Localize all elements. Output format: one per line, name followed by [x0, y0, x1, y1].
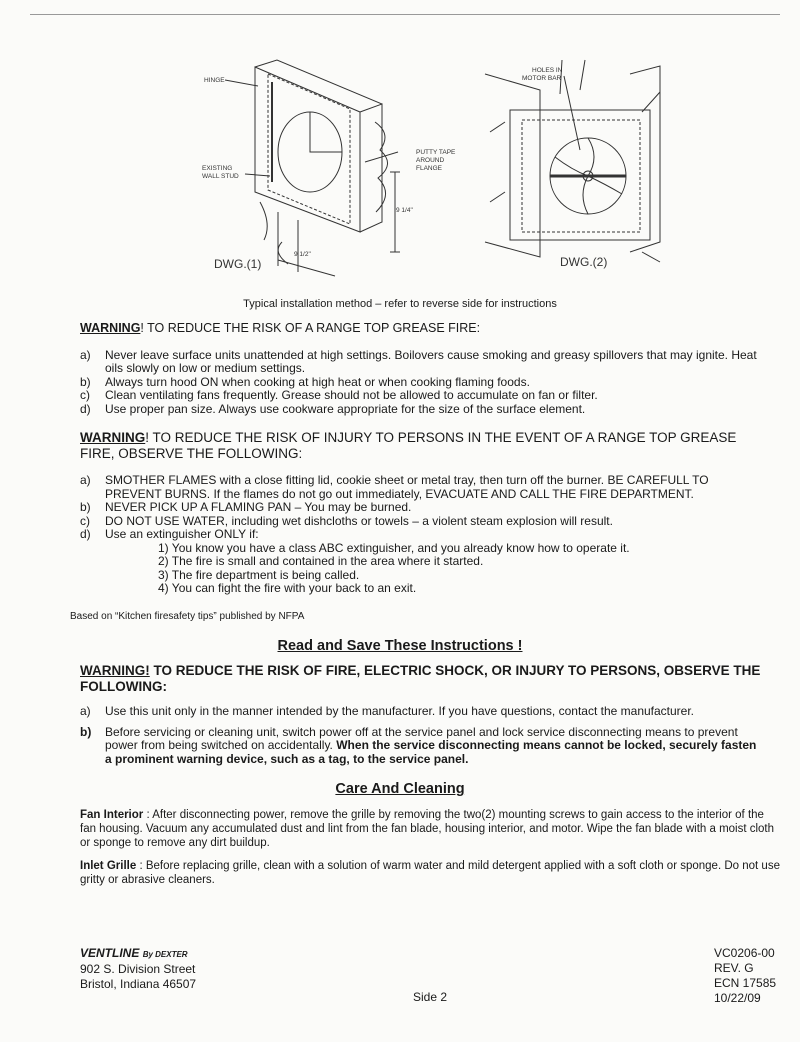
list-item: d) Use proper pan size. Always use cookware appropriate for the size of the surface element.	[80, 401, 586, 416]
document-codes	[714, 946, 776, 1006]
extinguisher-condition: 1) You know you have a class ABC extinguisher, and you already know how to operate it.	[158, 540, 630, 555]
label-putty-tape: PUTTY TAPE	[416, 149, 456, 156]
label-motor-bar: MOTOR BAR	[522, 75, 562, 82]
list-item: b) Before servicing or cleaning unit, switch power off at the service panel and lock service disconnecting means to prevent power from being switched on accidentally. When the service disconnecting means cannot be locked, securely fasten a prominent warning device, such as a tag, to the service panel.	[80, 724, 757, 766]
drawings-svg	[160, 52, 680, 282]
drawing-2	[485, 60, 660, 262]
top-rule	[30, 14, 780, 15]
brand-by: By DEXTER	[142, 950, 188, 959]
list-item: a) SMOTHER FLAMES with a close fitting lid, cookie sheet or metal tray, then turn off the burner. BE CAREFULL TO PREVENT BURNS. If the flames do not go out immediately, EVACUATE AND CALL THE FIRE DEPARTMENT.	[80, 473, 709, 501]
extinguisher-condition: 2) The fire is small and contained in the area where it started.	[158, 554, 484, 568]
inlet-grille-paragraph: Inlet Grille : Before replacing grille, clean with a solution of warm water and mild detergent applied with a soft cloth or sponge. Do not use gritty or abrasive cleaners.	[80, 860, 780, 886]
address-street: 902 S. Division Street	[80, 962, 196, 976]
page-side-label: Side 2	[413, 990, 448, 1004]
warning-2-heading: WARNING! TO REDUCE THE RISK OF INJURY TO PERSONS IN THE EVENT OF A RANGE TOP GREASE FIRE, OBSERVE THE FOLLOWING:	[80, 430, 737, 461]
list-item: c) Clean ventilating fans frequently. Grease should not be allowed to accumulate on fan or filter.	[80, 388, 598, 402]
warning-2-list	[80, 474, 765, 542]
read-save-title: Read and Save These Instructions !	[277, 638, 523, 654]
warning-3-list	[80, 705, 765, 766]
drawing-1	[225, 60, 400, 276]
doc-date: 10/22/09	[714, 991, 761, 1005]
dim-height: 9 1/4"	[396, 207, 413, 214]
doc-ecn: ECN 17585	[714, 976, 777, 990]
list-item: b) NEVER PICK UP A FLAMING PAN – You may be burned.	[80, 500, 412, 514]
warning-injury	[80, 430, 765, 596]
care-cleaning-title: Care And Cleaning	[335, 781, 465, 797]
warning-fire-shock	[80, 663, 765, 766]
nfpa-note: Based on “Kitchen firesafety tips” published by NFPA	[70, 611, 305, 622]
warning-grease-fire	[80, 322, 765, 416]
company-address	[80, 946, 196, 992]
label-existing: EXISTING	[202, 165, 233, 172]
list-item: c) DO NOT USE WATER, including wet dishcloths or towels – a violent steam explosion will result.	[80, 513, 613, 528]
dwg-1-label: DWG.(1)	[214, 257, 262, 271]
brand-name: VENTLINE	[80, 946, 140, 960]
label-hinge: HINGE	[204, 77, 225, 84]
doc-code: VC0206-00	[714, 946, 775, 960]
address-city: Bristol, Indiana 46507	[80, 977, 197, 991]
list-item: a) Use this unit only in the manner intended by the manufacturer. If you have questions, contact the manufacturer.	[80, 704, 695, 718]
label-holes-in: HOLES IN	[532, 67, 563, 74]
drawing-caption: Typical installation method – refer to reverse side for instructions	[243, 298, 557, 310]
dwg-2-label: DWG.(2)	[560, 255, 608, 269]
extinguisher-condition: 4) You can fight the fire with your back to an exit.	[158, 581, 417, 595]
warning-3-heading: WARNING! TO REDUCE THE RISK OF FIRE, ELECTRIC SHOCK, OR INJURY TO PERSONS, OBSERVE THE FOLLOWING:	[80, 663, 761, 694]
list-item: a) Never leave surface units unattended at high settings. Boilovers cause smoking and greasy spillovers that may ignite. Heat oils slowly on low or medium settings.	[80, 347, 757, 375]
dim-width: 9 1/2"	[294, 251, 311, 258]
fan-interior-paragraph: Fan Interior : After disconnecting power, remove the grille by removing the two(2) mounting screws to gain access to the interior of the fan housing. Vacuum any accumulated dust and lint from the fan blade, housing interior, and motor. Wipe the fan blade with a moist cloth or sponge to remove any dirt buildup.	[80, 809, 775, 849]
installation-drawings	[160, 52, 680, 282]
label-flange: FLANGE	[416, 165, 443, 172]
doc-rev: REV. G	[714, 961, 754, 975]
warning-1-heading: WARNING! TO REDUCE THE RISK OF A RANGE TOP GREASE FIRE:	[80, 321, 481, 335]
label-around: AROUND	[416, 157, 445, 164]
list-item: d) Use an extinguisher ONLY if:	[80, 527, 259, 541]
extinguisher-condition: 3) The fire department is being called.	[158, 567, 360, 582]
list-item: b) Always turn hood ON when cooking at high heat or when cooking flaming foods.	[80, 374, 530, 389]
warning-1-list	[80, 349, 765, 417]
label-wall-stud: WALL STUD	[202, 173, 239, 180]
